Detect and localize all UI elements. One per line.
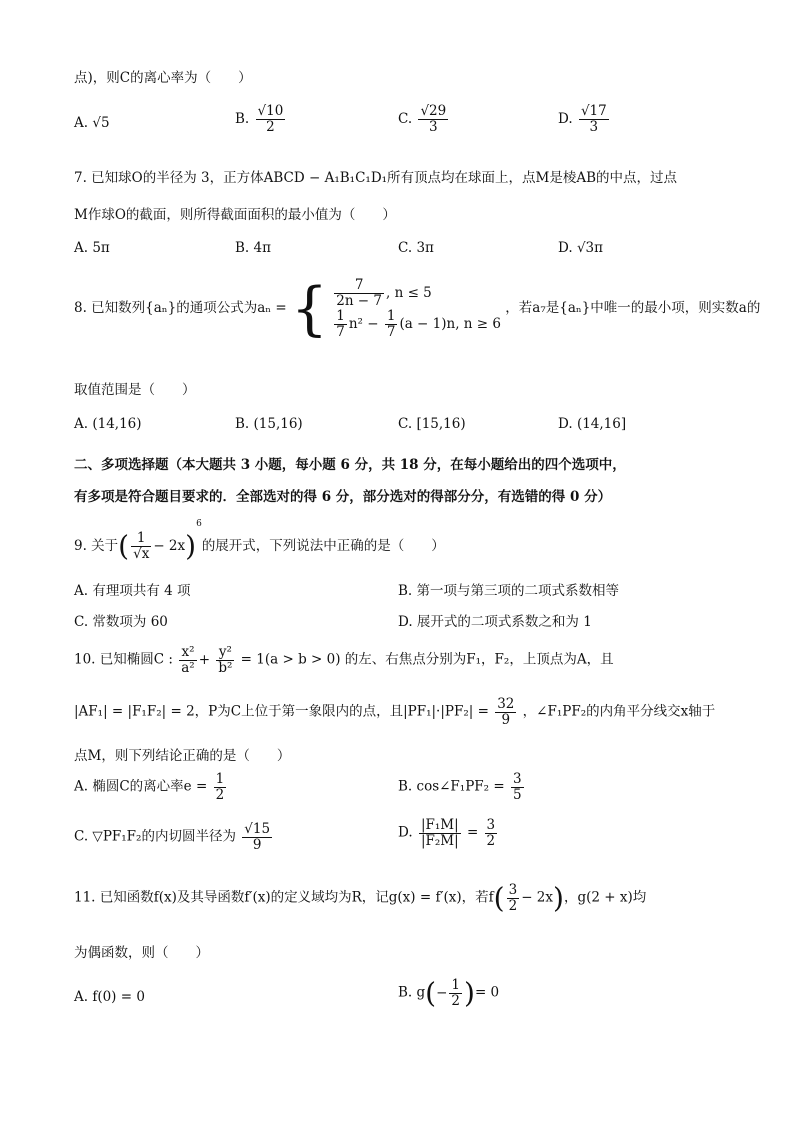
q6-option-a[interactable]: A. √5 [74, 115, 110, 131]
q7-stem-line2: M作球O的截面，则所得截面面积的最小值为（ ） [74, 207, 396, 223]
q7-option-a[interactable]: A. 5π [74, 240, 110, 256]
q6-stem-tail: 点)，则C的离心率为（ ） [74, 70, 252, 86]
q8-option-b[interactable]: B. (15,16) [235, 416, 303, 432]
q6-option-d[interactable]: D. $\frac{√17}{3}$ [558, 103, 607, 135]
q10-stem-line1: 10. 已知椭圆C : $\frac{\text{x²}}{\text{a²}}$ + $\frac{\text{y²}}{\text{b²}}$ = 1(a > b > 0) 的左、右焦点分别为F₁，F₂，上顶点为A，且 [74, 644, 614, 676]
q10-option-b[interactable]: B. cos∠F₁PF₂ = $\frac{3}{5}$ [398, 771, 522, 803]
q9-option-b[interactable]: B. 第一项与第三项的二项式系数相等 [398, 583, 620, 599]
q8-stem-line2: 取值范围是（ ） [74, 382, 196, 398]
q10-option-d[interactable]: D. $\frac{\text{|F₁M|}}{\text{|F₂M|}}$ = $\frac{3}{2}$ [398, 817, 496, 849]
q7-option-c[interactable]: C. 3π [398, 240, 434, 256]
q9-stem: 9. 关于( $\frac{1}{√x}$ − 2x)$^6$的展开式，下列说法中正确的是（ ） [74, 519, 445, 563]
q11-option-a[interactable]: A. f(0) = 0 [74, 989, 145, 1005]
q11-stem-line2: 为偶函数，则（ ） [74, 945, 209, 961]
q8-option-d[interactable]: D. (14,16] [558, 416, 627, 432]
q6-option-c[interactable]: C. $\frac{√29}{3}$ [398, 103, 447, 135]
q10-option-a[interactable]: A. 椭圆C的离心率e = $\frac{1}{2}$ [74, 771, 225, 803]
q8-stem-line1: 8. 已知数列{aₙ}的通项公式为aₙ = { $\frac{7}{2n - 7}$ , n ≤ 5 $\frac{1}{7}$ n² − $\frac{1}{7}$ (a − 1)n, n ≥ 6 ，若a₇是{aₙ}中唯一的最小项，则实数a的 [74, 274, 761, 343]
section-heading-line2: 有多项是符合题目要求的．全部选对的得 6 分，部分选对的得部分分，有选错的得 0 分） [74, 489, 612, 505]
q8-piecewise: $\frac{7}{2n - 7}$ , n ≤ 5 $\frac{1}{7}$ n² − $\frac{1}{7}$ (a − 1)n, n ≥ 6 [336, 277, 501, 340]
q11-option-b[interactable]: B. g(− $\frac{1}{2}$ )= 0 [398, 976, 500, 1010]
q7-option-d[interactable]: D. √3π [558, 240, 604, 256]
q8-option-a[interactable]: A. (14,16) [74, 416, 142, 432]
q7-stem-line1: 7. 已知球O的半径为 3，正方体ABCD − A₁B₁C₁D₁所有顶点均在球面上，点M是棱AB的中点，过点 [74, 170, 678, 186]
q10-stem-line2: |AF₁| = |F₁F₂| = 2，P为C上位于第一象限内的点，且|PF₁|·|PF₂| = $\frac{32}{9}$ ，∠F₁PF₂的内角平分线交x轴于 [74, 696, 716, 728]
q6-option-b[interactable]: B. $\frac{√10}{2}$ [235, 103, 284, 135]
q9-option-d[interactable]: D. 展开式的二项式系数之和为 1 [398, 614, 592, 630]
q9-option-a[interactable]: A. 有理项共有 4 项 [74, 583, 191, 599]
q11-stem-line1: 11. 已知函数f(x)及其导函数f′(x)的定义域均为R，记g(x) = f′(x)，若f( $\frac{3}{2}$ − 2x)，g(2 + x)均 [74, 881, 647, 915]
q7-option-b[interactable]: B. 4π [235, 240, 271, 256]
q9-option-c[interactable]: C. 常数项为 60 [74, 614, 168, 630]
q10-option-c[interactable]: C. ▽PF₁F₂的内切圆半径为 $\frac{√15}{9}$ [74, 821, 271, 853]
section-heading-line1: 二、多项选择题（本大题共 3 小题，每小题 6 分，共 18 分，在每小题给出的四个选项中， [74, 457, 626, 473]
q8-option-c[interactable]: C. [15,16) [398, 416, 466, 432]
q10-stem-line3: 点M，则下列结论正确的是（ ） [74, 748, 291, 764]
